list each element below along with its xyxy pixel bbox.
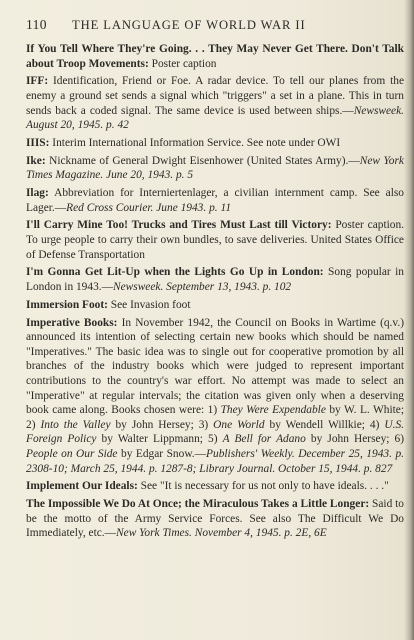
entry-text: Poster caption. To urge people to carry their own bundles, to save deliveries. United States Office of Defense Transportation	[26, 219, 405, 261]
entry-term: The Impossible We Do At Once; the Miraculous Takes a Little Longer:	[26, 498, 370, 511]
entry-imperative-books	[26, 316, 404, 477]
entry-citation: Newsweek. August 20, 1945. p. 42	[26, 104, 404, 132]
entry-citation: New York Times. November 4, 1945. p. 2E, 6E	[116, 527, 327, 540]
book-title: A Bell for Adano	[222, 433, 306, 446]
book-title: They Were Expendable	[220, 404, 326, 417]
entry-text: Nickname of General Dwight Eisenhower (United States Army).—	[45, 154, 360, 167]
entry-citation: Newsweek. September 13, 1943. p. 102	[113, 281, 292, 294]
book-title: People on Our Side	[26, 447, 118, 460]
entry-text: by John Hersey; 3)	[110, 418, 214, 431]
entry-text: by Wendell Willkie; 4)	[264, 418, 385, 431]
running-title: THE LANGUAGE OF WORLD WAR II	[72, 18, 306, 32]
entry-troop-movements	[26, 42, 404, 71]
entry-text: Interim International Information Service. See note under OWI	[49, 136, 341, 149]
entry-term: Imperative Books:	[26, 316, 118, 329]
entry-term: Implement Our Ideals:	[26, 480, 138, 493]
entry-iiis	[26, 136, 404, 151]
entry-text: Said to be the motto of the Army Service Forces. See also The Difficult We Do Immediately, etc.—	[26, 498, 404, 540]
entry-text: by Walter Lippmann; 5)	[96, 433, 223, 446]
entry-term: I'll Carry Mine Too! Trucks and Tires Must Last till Victory:	[26, 219, 332, 232]
entry-text: Poster caption	[148, 57, 217, 70]
entry-term: Ilag:	[26, 187, 49, 200]
entry-text: Song popular in London in 1943.—	[26, 266, 404, 294]
entry-implement-ideals	[26, 479, 404, 494]
entry-carry-mine-too	[26, 218, 404, 262]
entry-term: I'm Gonna Get Lit-Up when the Lights Go Up in London:	[26, 266, 324, 279]
entry-lit-up	[26, 265, 404, 294]
entry-term: If You Tell Where They're Going. . . They May Never Get There. Don't Talk about Troop Movements:	[26, 43, 404, 70]
entry-iff	[26, 74, 404, 132]
book-title: One World	[213, 418, 265, 431]
entry-citation: Red Cross Courier. June 1943. p. 11	[66, 201, 232, 214]
entry-term: IFF:	[26, 75, 49, 88]
entry-impossible	[26, 497, 404, 541]
page-edge-shadow	[404, 0, 414, 640]
book-title: Into the Valley	[40, 418, 111, 431]
entry-citation: New York Times Magazine. June 20, 1943. p. 5	[26, 154, 404, 182]
entry-term: IIIS:	[26, 136, 50, 149]
entry-text: Abbreviation for Interniertenlager, a civilian internment camp. See also Lager.—	[26, 187, 404, 214]
entry-text: by W. L. White; 2)	[26, 404, 405, 431]
entry-text: See "It is necessary for us not only to have ideals. . . ."	[137, 480, 389, 493]
entry-ilag	[26, 186, 404, 215]
page-number: 110	[26, 17, 47, 32]
book-title: U.S. Foreign Policy	[26, 418, 404, 446]
entry-citation: Publishers' Weekly. December 25, 1943. p. 2308-10; March 25, 1944. p. 1287-8; Library Journal. October 15, 1944. p. 827	[26, 447, 404, 475]
entry-text: In November 1942, the Council on Books in Wartime (q.v.) announced its intention of selecting certain new books which should be named "Imperatives." The basic idea was to single out for cooperative promotion by all branches of the industry books which were judged to represent important contributions to the country's war effort. No attempt was made to select an "Imperative" at regular intervals; the citation was given only when a deserving book came along. Books chosen were: 1)	[26, 316, 405, 417]
entry-ike	[26, 154, 404, 183]
entry-text: by Edgar Snow.—	[117, 447, 207, 460]
entry-text: See Invasion foot	[107, 298, 191, 311]
entry-term: Immersion Foot:	[26, 298, 108, 311]
running-head	[26, 17, 404, 33]
entry-text: Identification, Friend or Foe. A radar device. To tell our planes from the enemy a ground set sends a signal which "triggers" a set in a plane. This in turn sends back a coded signal. The same device is used between ships.—	[26, 75, 404, 117]
entry-text: by John Hersey; 6)	[305, 433, 405, 446]
entry-immersion-foot	[26, 298, 404, 313]
entry-term: Ike:	[26, 154, 46, 167]
